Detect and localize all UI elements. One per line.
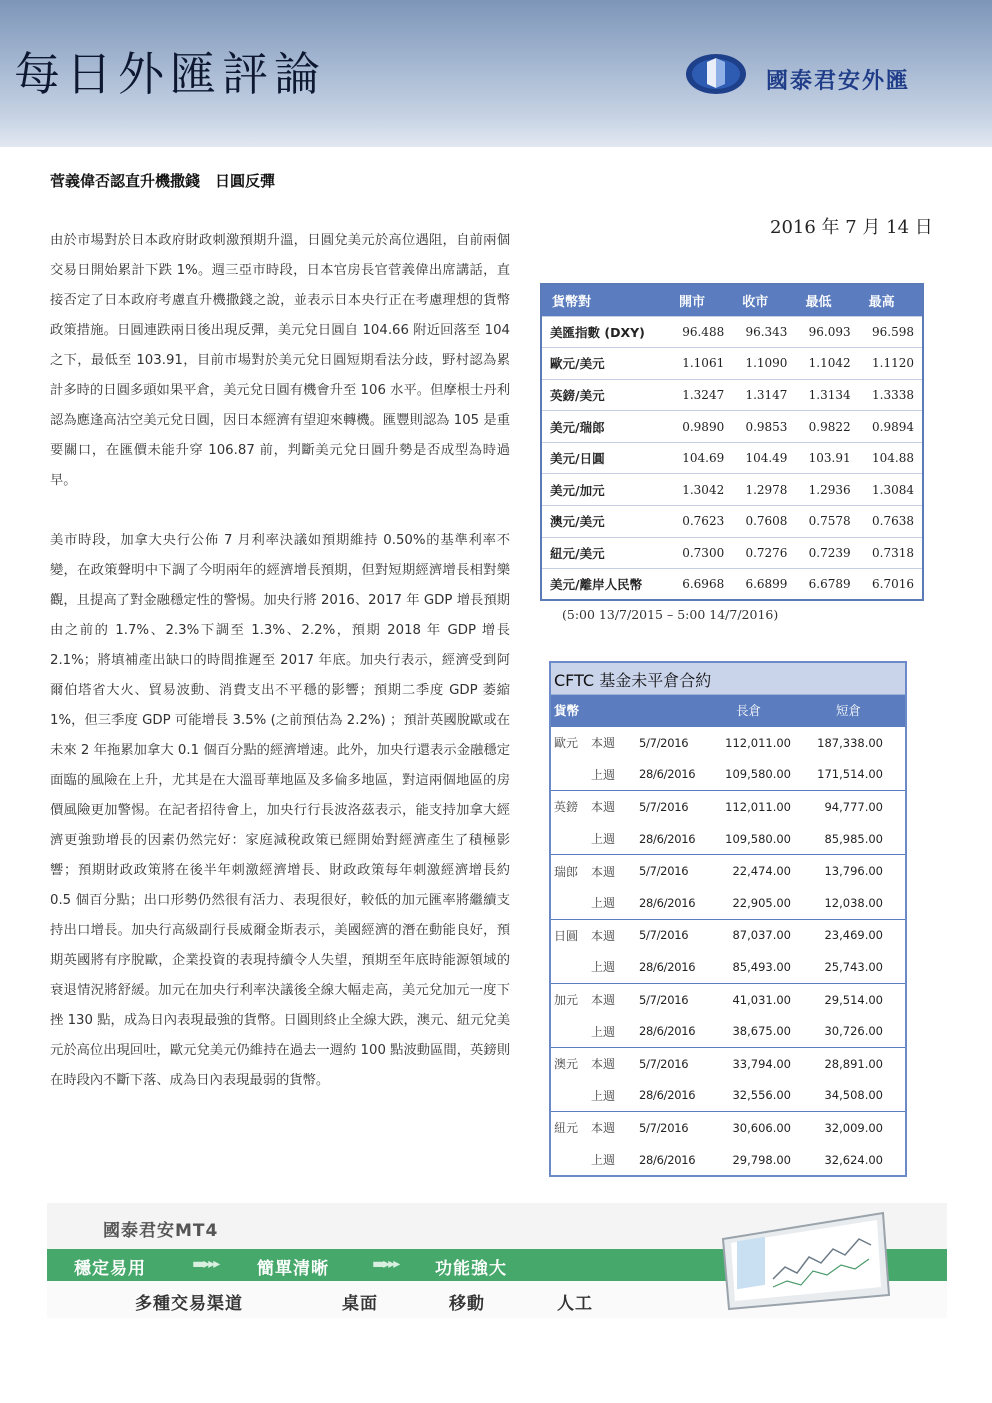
fx-low-cell: 0.7239 — [795, 537, 858, 569]
cftc-long: 112,011.00 — [725, 799, 791, 814]
cftc-date: 28/6/2016 — [639, 767, 696, 782]
cftc-row — [551, 855, 905, 887]
ad-channel: 移動 — [449, 1294, 485, 1314]
fx-row — [541, 316, 923, 348]
cftc-week: 上週 — [591, 896, 616, 911]
fx-table — [540, 283, 924, 601]
fx-low-cell: 6.6789 — [795, 569, 858, 601]
cftc-week: 本週 — [591, 1121, 616, 1136]
cftc-short: 34,508.00 — [824, 1088, 883, 1103]
cftc-week: 本週 — [591, 800, 616, 815]
fx-pair-cell: 澳元/美元 — [541, 506, 669, 538]
fx-low-cell: 1.2936 — [795, 474, 858, 506]
fx-high-cell: 1.3338 — [859, 379, 923, 411]
cftc-long: 41,031.00 — [732, 992, 791, 1007]
cftc-date: 5/7/2016 — [639, 1056, 689, 1071]
ad-channel: 多種交易渠道 — [135, 1294, 243, 1314]
cftc-long: 29,798.00 — [732, 1152, 791, 1167]
fx-pair-cell: 美元/加元 — [541, 474, 669, 506]
arrow-icon: ▬▸▸▸ — [372, 1256, 399, 1272]
cftc-date: 5/7/2016 — [639, 735, 689, 750]
cftc-currency: 歐元 — [554, 736, 579, 751]
cftc-header-long: 長倉 — [735, 703, 761, 718]
cftc-long: 22,905.00 — [732, 895, 791, 910]
cftc-row — [551, 759, 905, 791]
cftc-short: 13,796.00 — [824, 864, 883, 879]
fx-high-cell: 6.7016 — [859, 569, 923, 601]
article-body — [50, 226, 510, 1126]
fx-high-cell: 104.88 — [859, 442, 923, 474]
arrow-icon: ▬▸▸▸ — [192, 1256, 219, 1272]
fx-open-cell: 6.6968 — [669, 569, 732, 601]
cftc-currency: 日圓 — [554, 928, 579, 943]
cftc-short: 32,009.00 — [824, 1120, 883, 1135]
cftc-row — [551, 887, 905, 919]
cftc-currency-group — [551, 1111, 905, 1175]
fx-row — [541, 537, 923, 569]
cftc-row — [551, 984, 905, 1016]
cftc-row — [551, 1048, 905, 1080]
fx-row — [541, 379, 923, 411]
cftc-currency-group — [551, 726, 905, 790]
cftc-short: 23,469.00 — [824, 928, 883, 943]
cftc-row — [551, 1080, 905, 1112]
fx-open-cell: 0.7300 — [669, 537, 732, 569]
fx-row — [541, 348, 923, 380]
fx-row — [541, 506, 923, 538]
fx-low-cell: 0.7578 — [795, 506, 858, 538]
article-paragraph: 由於市場對於日本政府財政刺激預期升溫，日圓兌美元於高位遇阻，自前兩個交易日開始累計下跌 1%。週三亞市時段，日本官房長官菅義偉出席講話，直接否定了日本政府考慮直升機撒錢之說，並表示日本央行正在考慮理想的貨幣政策措施。日圓連跌兩日後出現反彈，美元兌日圓自 104.66 附近回落至 104 之下，最低至 103.91，目前市場對於美元兌日圓短期看法分歧，野村認為累計多時的日圓多頭如果平倉，美元兌日圓有機會升至 106 水平。但摩根士丹利認為應逢高沽空美元兌日圓，因日本經濟有望迎來轉機。匯豐則認為 105 是重要關口，在匯價未能升穿 106.87 前，判斷美元兌日圓升勢是否成型為時過早。 — [50, 233, 510, 488]
cftc-long: 30,606.00 — [732, 1120, 791, 1135]
fx-pair-cell: 美元/日圓 — [541, 442, 669, 474]
cftc-date: 5/7/2016 — [639, 864, 689, 879]
cftc-date: 5/7/2016 — [639, 799, 689, 814]
cftc-date: 28/6/2016 — [639, 1088, 696, 1103]
fx-close-cell: 104.49 — [732, 442, 795, 474]
cftc-long: 33,794.00 — [732, 1056, 791, 1071]
fx-pair-cell: 紐元/美元 — [541, 537, 669, 569]
cftc-week: 本週 — [591, 993, 616, 1008]
cftc-currency: 澳元 — [554, 1057, 579, 1072]
fx-close-cell: 1.1090 — [732, 348, 795, 380]
fx-low-cell: 96.093 — [795, 316, 858, 348]
cftc-currency-group — [551, 919, 905, 983]
ad-channel: 桌面 — [342, 1294, 378, 1314]
cftc-row — [551, 727, 905, 759]
cftc-short: 85,985.00 — [824, 831, 883, 846]
fx-header-low: 最低 — [795, 284, 858, 316]
cftc-date: 5/7/2016 — [639, 1120, 689, 1135]
cftc-row — [551, 1144, 905, 1176]
fx-open-cell: 1.3247 — [669, 379, 732, 411]
cftc-date: 28/6/2016 — [639, 1152, 696, 1167]
cftc-short: 30,726.00 — [824, 1024, 883, 1039]
fx-close-cell: 96.343 — [732, 316, 795, 348]
cftc-date: 28/6/2016 — [639, 1024, 696, 1039]
fx-row — [541, 569, 923, 601]
cftc-short: 32,624.00 — [824, 1152, 883, 1167]
cftc-week: 上週 — [591, 832, 616, 847]
cftc-row — [551, 951, 905, 983]
cftc-week: 本週 — [591, 1057, 616, 1072]
cftc-date: 5/7/2016 — [639, 928, 689, 943]
cftc-date: 28/6/2016 — [639, 959, 696, 974]
fx-low-cell: 0.9822 — [795, 411, 858, 443]
fx-open-cell: 1.1061 — [669, 348, 732, 380]
cftc-long: 112,011.00 — [725, 735, 791, 750]
cftc-currency: 英鎊 — [554, 800, 579, 815]
cftc-week: 上週 — [591, 767, 616, 782]
fx-header-pair: 貨幣對 — [541, 284, 669, 316]
fx-row — [541, 474, 923, 506]
headline: 菅義偉否認直升機撒錢 日圓反彈 — [50, 172, 276, 190]
cftc-long: 22,474.00 — [732, 864, 791, 879]
cftc-row — [551, 791, 905, 823]
cftc-currency: 紐元 — [554, 1121, 579, 1136]
fx-open-cell: 0.9890 — [669, 411, 732, 443]
fx-low-cell: 1.1042 — [795, 348, 858, 380]
cftc-title: CFTC 基金未平倉合約 — [551, 663, 905, 695]
fx-close-cell: 0.7276 — [732, 537, 795, 569]
fx-row — [541, 411, 923, 443]
cftc-long: 109,580.00 — [725, 767, 791, 782]
fx-high-cell: 1.1120 — [859, 348, 923, 380]
fx-low-cell: 1.3134 — [795, 379, 858, 411]
cftc-week: 本週 — [591, 736, 616, 751]
cftc-week: 上週 — [591, 960, 616, 975]
brand-logo-icon — [685, 52, 747, 96]
cftc-week: 上週 — [591, 1024, 616, 1039]
cftc-week: 上週 — [591, 1153, 616, 1168]
cftc-short: 187,338.00 — [817, 735, 883, 750]
cftc-currency-group — [551, 790, 905, 854]
fx-time-range: (5:00 13/7/2015 – 5:00 14/7/2016) — [562, 607, 779, 622]
cftc-short: 29,514.00 — [824, 992, 883, 1007]
fx-pair-cell: 英鎊/美元 — [541, 379, 669, 411]
cftc-row — [551, 920, 905, 952]
fx-close-cell: 0.7608 — [732, 506, 795, 538]
cftc-short: 12,038.00 — [824, 895, 883, 910]
cftc-header-short: 短倉 — [835, 703, 861, 718]
monitor-chart-icon — [713, 1209, 893, 1314]
fx-open-cell: 1.3042 — [669, 474, 732, 506]
cftc-short: 25,743.00 — [824, 959, 883, 974]
cftc-long: 85,493.00 — [732, 959, 791, 974]
cftc-date: 5/7/2016 — [639, 992, 689, 1007]
fx-close-cell: 6.6899 — [732, 569, 795, 601]
cftc-row — [551, 1112, 905, 1144]
fx-header-close: 收市 — [732, 284, 795, 316]
fx-header-high: 最高 — [859, 284, 923, 316]
cftc-table — [549, 661, 907, 1177]
cftc-currency-group — [551, 854, 905, 918]
brand-name: 國泰君安外匯 — [766, 69, 911, 94]
cftc-currency: 瑞郎 — [554, 864, 579, 879]
ad-brand: 國泰君安MT4 — [103, 1221, 219, 1241]
fx-high-cell: 1.3084 — [859, 474, 923, 506]
cftc-currency-group — [551, 1047, 905, 1111]
fx-header-open: 開市 — [669, 284, 732, 316]
fx-pair-cell: 美元/瑞郎 — [541, 411, 669, 443]
ad-feature: 簡單清晰 — [257, 1259, 329, 1279]
ad-feature: 穩定易用 — [74, 1259, 146, 1279]
fx-high-cell: 0.7318 — [859, 537, 923, 569]
fx-high-cell: 0.9894 — [859, 411, 923, 443]
cftc-short: 28,891.00 — [824, 1056, 883, 1071]
cftc-row — [551, 823, 905, 855]
fx-open-cell: 0.7623 — [669, 506, 732, 538]
article-paragraph: 美市時段，加拿大央行公佈 7 月利率決議如預期維持 0.50%的基準利率不變，在政策聲明中下調了今明兩年的經濟增長預期，但對短期經濟增長相對樂觀，且提高了對金融穩定性的警惕。加央行將 2016、2017 年 GDP 增長預期由之前的 1.7%、2.3%下調至 1.3%、2.2%，預期 2018 年 GDP 增長 2.1%；將填補產出缺口的時間推遲至 2017 年底。加央行表示，經濟受到阿爾伯塔省大火、貿易波動、消費支出不平穩的影響；預期二季度 GDP 萎縮 1%，但三季度 GDP 可能增長 3.5% (之前預估為 2.2%) ；預計英國脫歐或在未來 2 年拖累加拿大 0.1 個百分點的經濟增速。此外，加央行還表示金融穩定面臨的風險在上升，尤其是在大溫哥華地區及多倫多地區，對這兩個地區的房價風險更加警惕。在記者招待會上，加央行行長波洛茲表示，能支持加拿大經濟更強勁增長的因素仍然完好：家庭減稅政策已經開始對經濟產生了積極影響；預期財政政策將在後半年刺激經濟增長、財政政策每年刺激經濟增長約 0.5 個百分點；出口形勢仍然很有活力、表現很好，較低的加元匯率將繼續支持出口增長。加央行高級副行長威爾金斯表示，美國經濟的潛在動能良好，預期英國將有序脫歐，企業投資的表現持續令人失望，預期至年底時能源領域的衰退情況將舒緩。加元在加央行利率決議後全線大幅走高，美元兌加元一度下挫 130 點，成為日內表現最強的貨幣。日圓則終止全線大跌，澳元、紐元兌美元於高位出現回吐，歐元兌美元仍維持在過去一週約 100 點波動區間，英鎊則在時段內不斷下落、成為日內表現最弱的貨幣。 — [50, 533, 510, 1088]
cftc-week: 本週 — [591, 928, 616, 943]
fx-pair-cell: 美元/離岸人民幣 — [541, 569, 669, 601]
fx-close-cell: 1.3147 — [732, 379, 795, 411]
cftc-short: 94,777.00 — [824, 799, 883, 814]
cftc-currency: 加元 — [554, 993, 579, 1008]
fx-pair-cell: 美匯指數 (DXY) — [541, 316, 669, 348]
header-banner — [0, 0, 992, 147]
fx-row — [541, 442, 923, 474]
cftc-week: 本週 — [591, 864, 616, 879]
report-date: 2016 年 7 月 14 日 — [770, 217, 933, 238]
cftc-long: 32,556.00 — [732, 1088, 791, 1103]
cftc-currency-group — [551, 983, 905, 1047]
ad-feature: 功能強大 — [435, 1259, 507, 1279]
report-title: 每日外匯評論 — [14, 47, 326, 101]
cftc-row — [551, 1015, 905, 1047]
cftc-week: 上週 — [591, 1088, 616, 1103]
cftc-date: 28/6/2016 — [639, 831, 696, 846]
fx-high-cell: 0.7638 — [859, 506, 923, 538]
cftc-long: 109,580.00 — [725, 831, 791, 846]
cftc-short: 171,514.00 — [817, 767, 883, 782]
cftc-header-row — [551, 695, 905, 726]
fx-high-cell: 96.598 — [859, 316, 923, 348]
fx-close-cell: 1.2978 — [732, 474, 795, 506]
fx-open-cell: 96.488 — [669, 316, 732, 348]
cftc-date: 28/6/2016 — [639, 895, 696, 910]
cftc-long: 87,037.00 — [732, 928, 791, 943]
cftc-header-currency: 貨幣 — [554, 703, 580, 718]
fx-low-cell: 103.91 — [795, 442, 858, 474]
mt4-banner-ad[interactable] — [47, 1203, 947, 1318]
fx-close-cell: 0.9853 — [732, 411, 795, 443]
fx-pair-cell: 歐元/美元 — [541, 348, 669, 380]
fx-header-row — [541, 284, 923, 316]
cftc-long: 38,675.00 — [732, 1024, 791, 1039]
ad-channel: 人工 — [557, 1294, 593, 1314]
fx-open-cell: 104.69 — [669, 442, 732, 474]
